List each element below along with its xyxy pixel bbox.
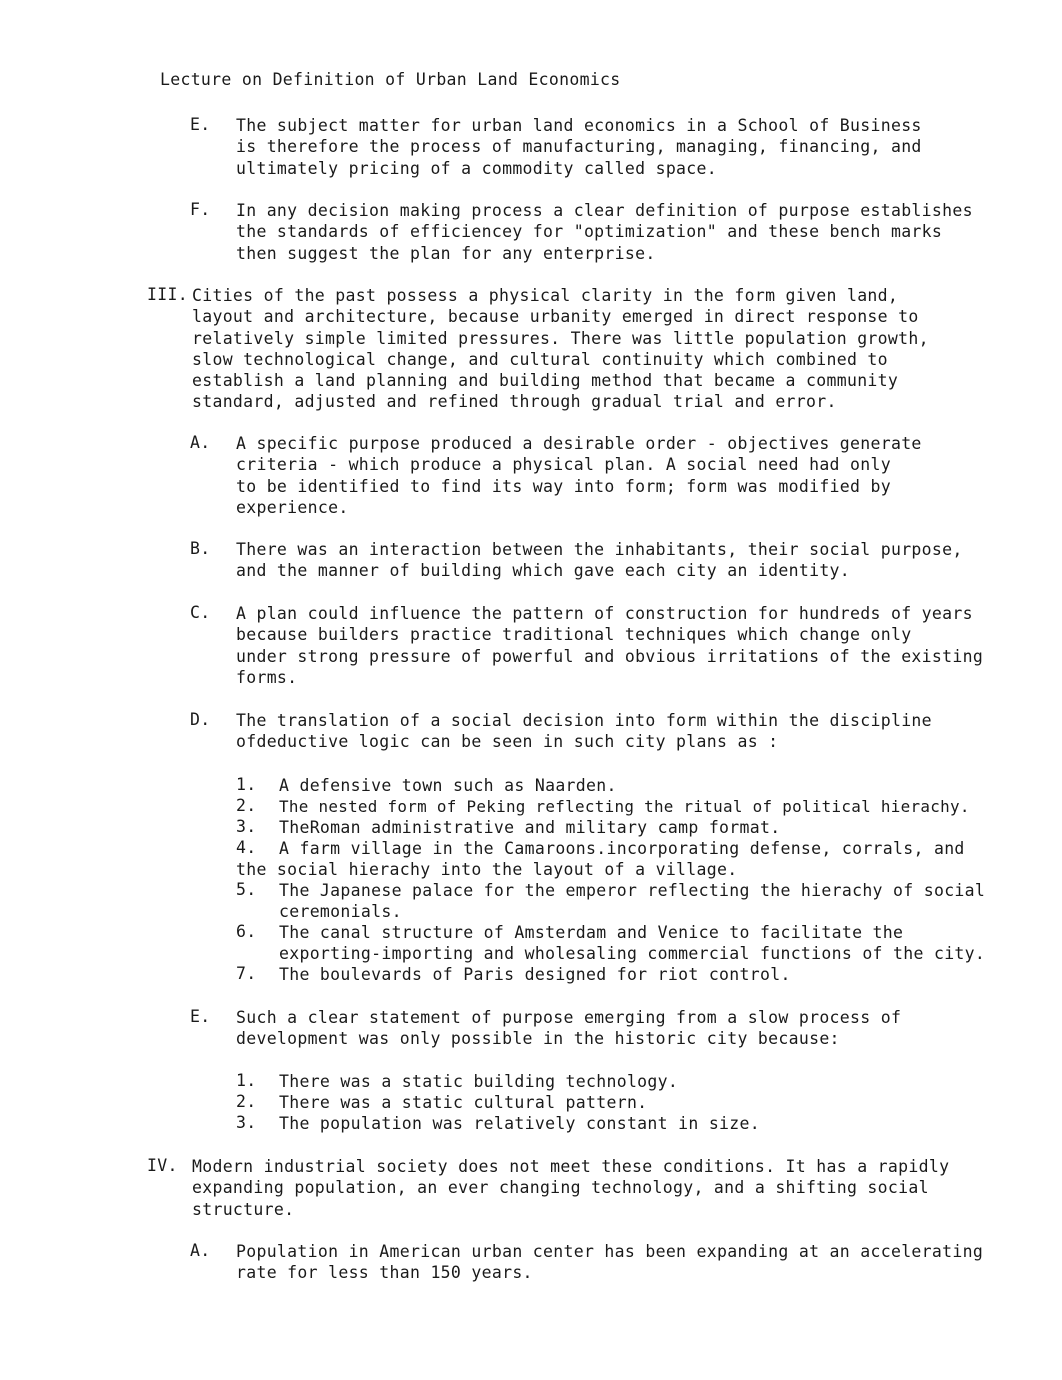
list-item: The canal structure of Amsterdam and Venice to facilitate the — [279, 923, 904, 942]
list-item: exporting-importing and wholesaling commercial functions of the city. — [279, 944, 986, 963]
text-line: ultimately pricing of a commodity called space. — [236, 158, 717, 178]
text-line: development was only possible in the historic city because: — [236, 1029, 840, 1049]
item-marker: D. — [190, 710, 211, 729]
text-line: is therefore the process of manufacturing, managing, financing, and — [236, 137, 922, 157]
list-item: The population was relatively constant in size. — [279, 1114, 760, 1133]
text-line: then suggest the plan for any enterprise. — [236, 243, 656, 263]
list-item: There was a static building technology. — [279, 1072, 679, 1091]
paragraph-iv-a — [236, 1241, 983, 1284]
text-line: A specific purpose produced a desirable order - objectives generate — [236, 434, 922, 453]
text-line: expanding population, an ever changing technology, and a shifting social — [192, 1178, 929, 1198]
list-marker: 7. — [236, 964, 257, 983]
paragraph-iii — [192, 285, 929, 413]
text-line: rate for less than 150 years. — [236, 1263, 533, 1283]
list-item: TheRoman administrative and military camp format. — [279, 818, 781, 837]
item-marker: A. — [190, 1241, 211, 1260]
list-marker: 2. — [236, 1092, 257, 1111]
text-line: to be identified to find its way into form; form was modified by — [236, 476, 891, 496]
text-line: Cities of the past possess a physical clarity in the form given land, — [192, 286, 899, 305]
text-line: criteria - which produce a physical plan. A social need had only — [236, 455, 891, 475]
list-marker: 6. — [236, 922, 257, 941]
paragraph-f — [236, 200, 973, 264]
list-item: The nested form of Peking reflecting the ritual of political hierachy. — [279, 797, 970, 816]
text-line: Modern industrial society does not meet these conditions. It has a rapidly — [192, 1157, 950, 1176]
list-marker: 2. — [236, 796, 257, 815]
item-marker: E. — [190, 1007, 211, 1026]
paragraph-c — [236, 603, 983, 688]
paragraph-a — [236, 433, 922, 518]
text-line: There was an interaction between the inhabitants, their social purpose, — [236, 540, 963, 559]
list-item: There was a static cultural pattern. — [279, 1093, 648, 1112]
item-marker: E. — [190, 115, 211, 134]
text-line: under strong pressure of powerful and obvious irritations of the existing — [236, 646, 984, 666]
text-line: The translation of a social decision into form within the discipline — [236, 711, 932, 730]
list-item: The boulevards of Paris designed for riot control. — [279, 965, 791, 984]
text-line: In any decision making process a clear definition of purpose establishes — [236, 201, 973, 220]
item-marker: C. — [190, 603, 211, 622]
list-marker: 1. — [236, 775, 257, 794]
paragraph-d — [236, 710, 932, 753]
text-line: The subject matter for urban land economics in a School of Business — [236, 116, 922, 135]
list-marker: 3. — [236, 817, 257, 836]
paragraph-e2 — [236, 1007, 901, 1050]
text-line: structure. — [192, 1199, 295, 1219]
list-marker: 1. — [236, 1071, 257, 1090]
text-line: A plan could influence the pattern of construction for hundreds of years — [236, 604, 973, 623]
list-item: A farm village in the Camaroons.incorporating defense, corrals, and — [279, 839, 965, 858]
list-marker: 5. — [236, 880, 257, 899]
list-item-continuation: the social hierachy into the layout of a village. — [236, 860, 738, 879]
text-line: standard, adjusted and refined through gradual trial and error. — [192, 392, 837, 412]
text-line: slow technological change, and cultural continuity which combined to — [192, 349, 888, 369]
text-line: layout and architecture, because urbanity emerged in direct response to — [192, 307, 919, 327]
list-marker: 4. — [236, 838, 257, 857]
text-line: because builders practice traditional techniques which change only — [236, 625, 912, 645]
text-line: and the manner of building which gave each city an identity. — [236, 561, 851, 581]
item-marker: F. — [190, 200, 211, 219]
text-line: establish a land planning and building method that became a community — [192, 371, 899, 391]
list-item: The Japanese palace for the emperor reflecting the hierachy of social — [279, 881, 986, 900]
text-line: relatively simple limited pressures. There was little population growth, — [192, 328, 929, 348]
text-line: forms. — [236, 667, 298, 687]
item-marker: A. — [190, 433, 211, 452]
paragraph-e1 — [236, 115, 922, 179]
text-line: ofdeductive logic can be seen in such city plans as : — [236, 732, 779, 752]
section-marker: III. — [147, 285, 188, 304]
list-item: ceremonials. — [279, 902, 402, 921]
text-line: Population in American urban center has been expanding at an accelerating — [236, 1242, 984, 1261]
paragraph-b — [236, 539, 963, 582]
section-marker: IV. — [147, 1156, 178, 1175]
item-marker: B. — [190, 539, 211, 558]
page-title: Lecture on Definition of Urban Land Economics — [160, 70, 621, 89]
list-marker: 3. — [236, 1113, 257, 1132]
text-line: Such a clear statement of purpose emerging from a slow process of — [236, 1008, 902, 1027]
paragraph-iv — [192, 1156, 949, 1220]
list-item: A defensive town such as Naarden. — [279, 776, 617, 795]
text-line: experience. — [236, 497, 349, 517]
text-line: the standards of efficiencey for "optimization" and these bench marks — [236, 222, 943, 242]
